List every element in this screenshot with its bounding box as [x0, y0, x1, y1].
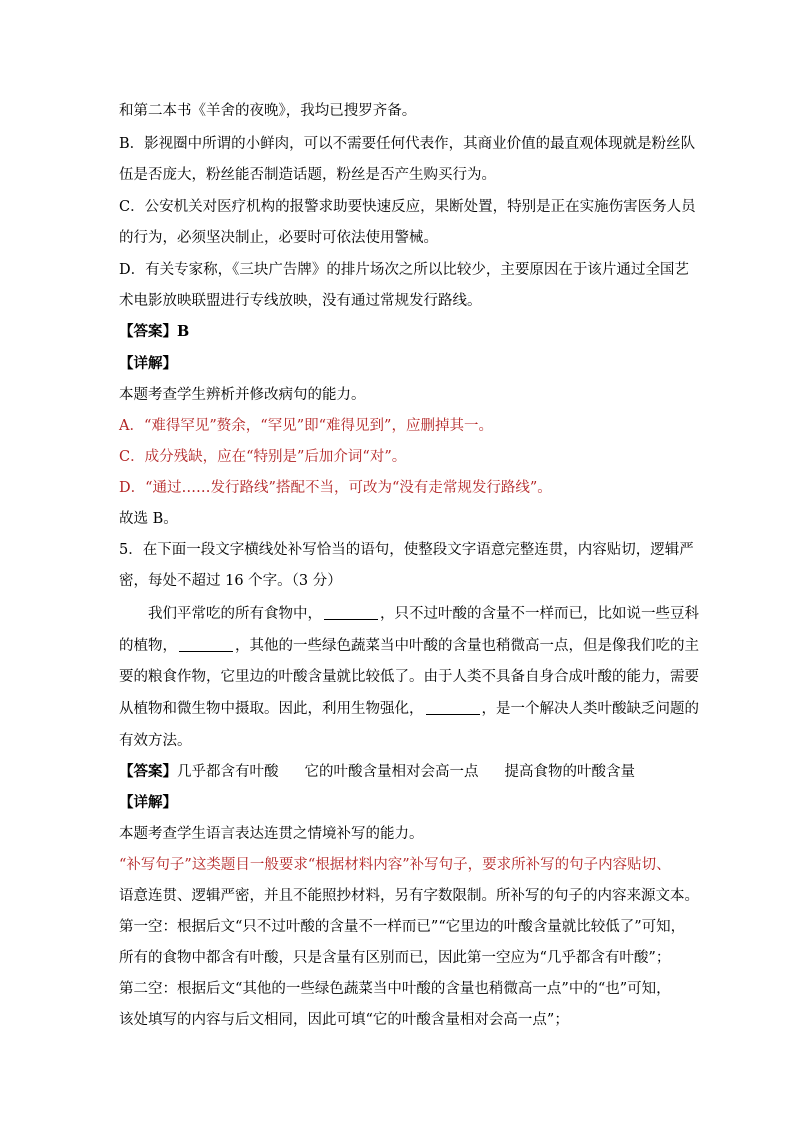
q5-explain-line-5: 第二空：根据后文“其他的一些绿色蔬菜当中叶酸的含量也稍微高一点”中的“也”可知， — [119, 981, 671, 997]
q5-answer — [119, 762, 635, 782]
q5-explain-line-3: 第一空：根据后文“只不过叶酸的含量不一样而已”“它里边的叶酸含量就比较低了”可知， — [119, 919, 686, 935]
q5-answer-1: 几乎都含有叶酸 — [177, 764, 279, 780]
option-c-line-1: C．公安机关对医疗机构的报警求助要快速反应，果断处置，特别是正在实施伤害医务人员 — [119, 199, 696, 215]
q4-explain-c: C．成分残缺，应在“特别是”后加介词“对”。 — [119, 449, 407, 465]
blank-2 — [179, 637, 233, 652]
q4-intro: 本题考查学生辨析并修改病句的能力。 — [119, 387, 366, 403]
q5-stem-line-1: 5．在下面一段文字横线处补写恰当的语句，使整段文字语意完整连贯，内容贴切，逻辑严 — [119, 542, 694, 558]
q5-answer-label: 【答案】 — [119, 763, 177, 780]
blank-3 — [426, 700, 480, 715]
q5-passage-line-3: 要的粮食作物，它里边的叶酸含量就比较低了。由于人类不具备自身合成叶酸的能力，需要 — [119, 669, 699, 685]
prev-option-continuation: 和第二本书《羊舍的夜晚》，我均已搜罗齐备。 — [119, 103, 417, 119]
q4-explain-d: D．“通过……发行路线”搭配不当，可改为“没有走常规发行路线”。 — [119, 480, 552, 496]
q4-conclusion: 故选 B。 — [119, 511, 178, 527]
q4-answer — [119, 322, 189, 342]
q5-detail-label: 【详解】 — [119, 794, 177, 811]
option-d-line-1: D．有关专家称，《三块广告牌》的排片场次之所以比较少，主要原因在于该片通过全国艺 — [119, 262, 689, 278]
option-b-line-2: 伍是否庞大，粉丝能否制造话题，粉丝是否产生购买行为。 — [119, 167, 496, 183]
q5-answer-3: 提高食物的叶酸含量 — [504, 764, 635, 780]
q5-explain-line-1: “补写句子”这类题目一般要求“根据材料内容”补写句子，要求所补写的句子内容贴切、 — [119, 857, 671, 873]
blank-1 — [324, 605, 378, 620]
q5-answer-2: 它的叶酸含量相对会高一点 — [304, 764, 479, 780]
q4-explain-a: A．“难得罕见”赘余，“罕见”即“难得见到”，应删掉其一。 — [119, 418, 493, 434]
option-c-line-2: 的行为，必须坚决制止，必要时可依法使用警械。 — [119, 230, 438, 246]
option-d-line-2: 术电影放映联盟进行专线放映，没有通过常规发行路线。 — [119, 293, 482, 309]
q5-passage-line-1: 我们平常吃的所有食物中， ，只不过叶酸的含量不一样而已，比如说一些豆科 — [148, 606, 699, 622]
q5-explain-line-4: 所有的食物中都含有叶酸，只是含量有区别而已，因此第一空应为“几乎都含有叶酸”； — [119, 950, 671, 966]
q5-stem-line-2: 密，每处不超过 16 个字。（3 分） — [119, 573, 342, 589]
q5-passage-line-2: 的植物， ，其他的一些绿色蔬菜当中叶酸的含量也稍微高一点，但是像我们吃的主 — [119, 638, 699, 654]
q5-passage-line-5: 有效方法。 — [119, 733, 192, 749]
option-b-line-1: B．影视圈中所谓的小鲜肉，可以不需要任何代表作，其商业价值的最直观体现就是粉丝队 — [119, 136, 696, 152]
q5-explain-line-6: 该处填写的内容与后文相同，因此可填“它的叶酸含量相对会高一点”； — [119, 1012, 569, 1028]
q5-passage-line-4: 从植物和微生物中摄取。因此，利用生物强化， ，是一个解决人类叶酸缺乏问题的 — [119, 701, 699, 717]
q4-detail-label: 【详解】 — [119, 355, 177, 372]
q5-intro: 本题考查学生语言表达连贯之情境补写的能力。 — [119, 826, 424, 842]
q4-answer-label: 【答案】 — [119, 323, 177, 340]
q4-answer-value: B — [177, 323, 190, 340]
q5-explain-line-2: 语意连贯、逻辑严密，并且不能照抄材料，另有字数限制。所补写的句子的内容来源文本。 — [119, 888, 699, 904]
